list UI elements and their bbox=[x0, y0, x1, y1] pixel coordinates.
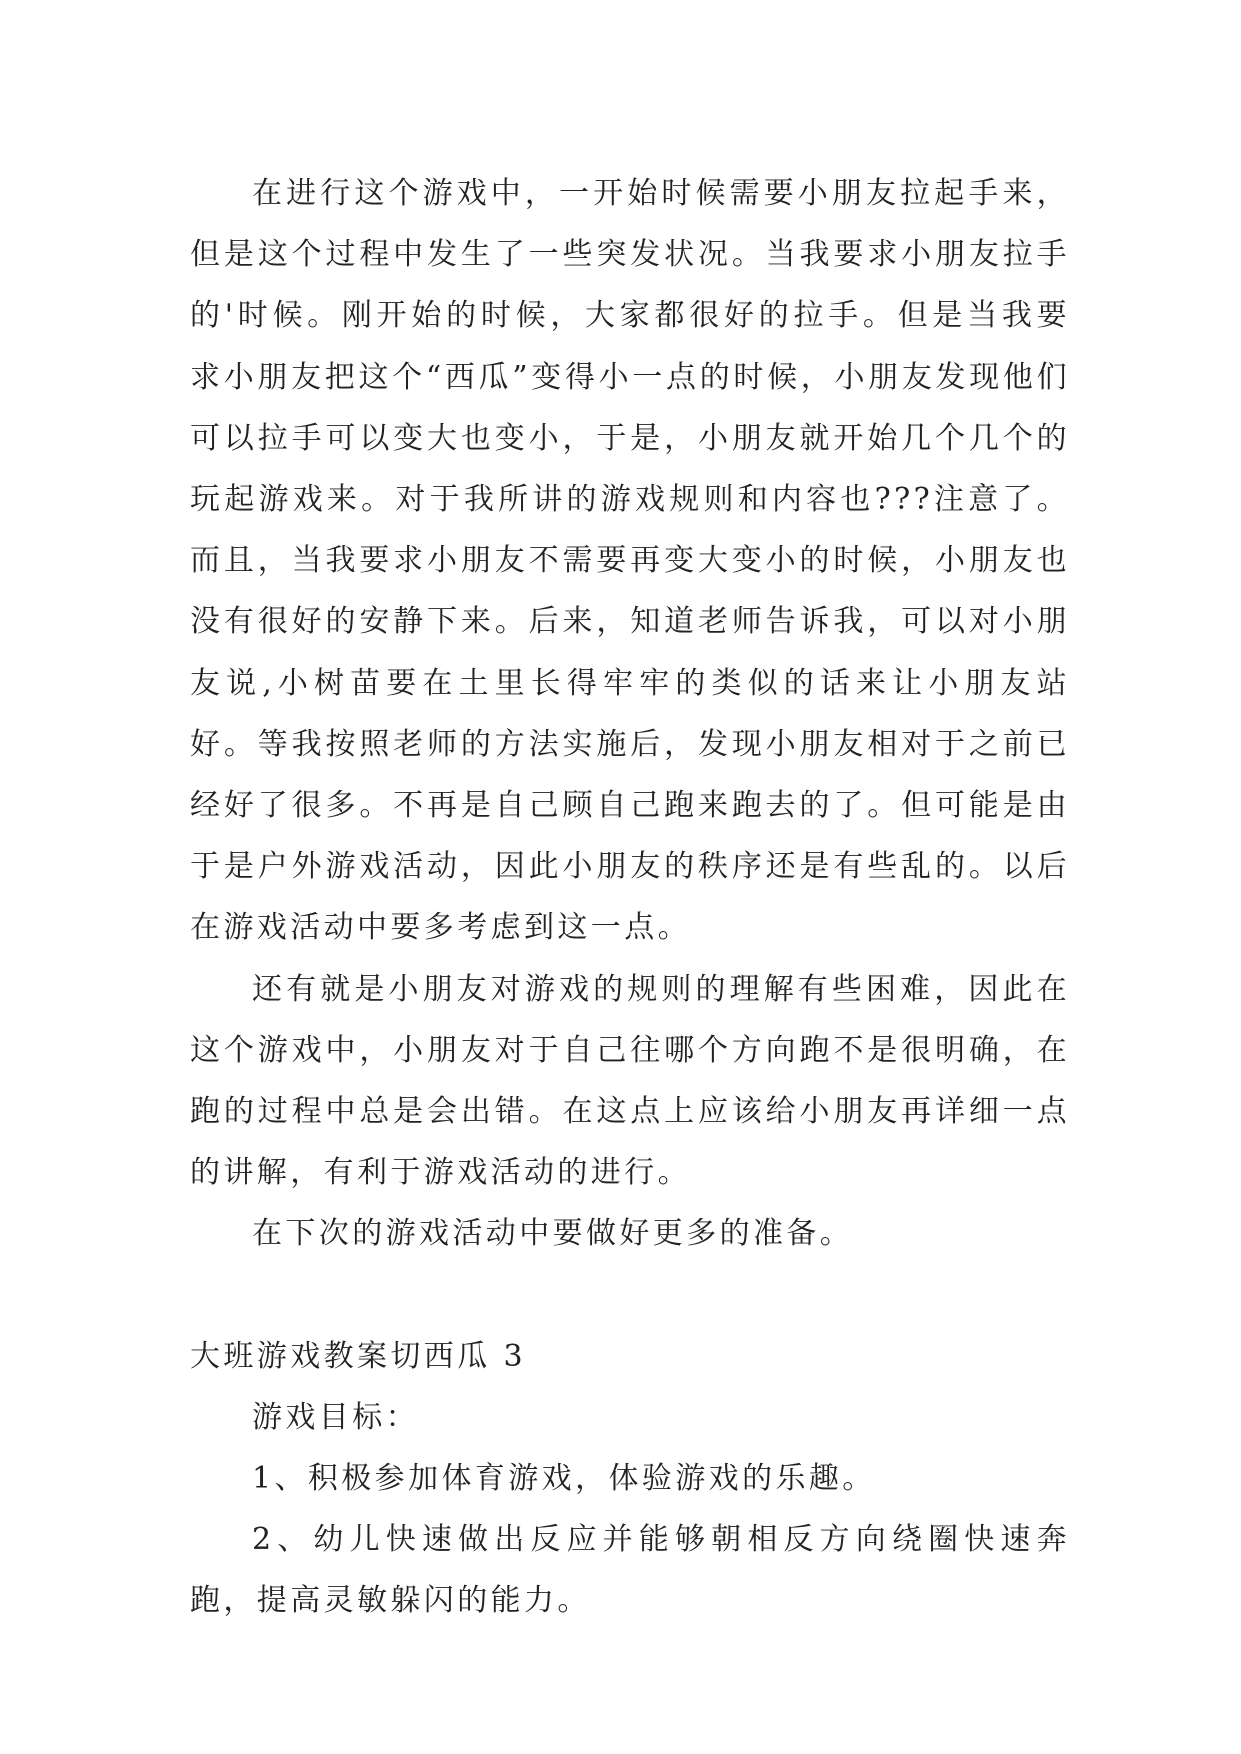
body-paragraph: 在进行这个游戏中，一开始时候需要小朋友拉起手来，但是这个过程中发生了一些突发状况。当我要求小朋友拉手的'时候。刚开始的时候，大家都很好的拉手。但是当我要求小朋友把这个“西瓜”变得小一点的时候，小朋友发现他们可以拉手可以变大也变小，于是，小朋友就开始几个几个的玩起游戏来。对于我所讲的游戏规则和内容也???注意了。而且，当我要求小朋友不需要再变大变小的时候，小朋友也没有很好的安静下来。后来，知道老师告诉我，可以对小朋友说,小树苗要在土里长得牢牢的类似的话来让小朋友站好。等我按照老师的方法实施后，发现小朋友相对于之前已经好了很多。不再是自己顾自己跑来跑去的了。但可能是由于是户外游戏活动，因此小朋友的秩序还是有些乱的。以后在游戏活动中要多考虑到这一点。 bbox=[190, 176, 1070, 946]
body-paragraph: 2、幼儿快速做出反应并能够朝相反方向绕圈快速奔跑，提高灵敏躲闪的能力。 bbox=[190, 1522, 1070, 1619]
body-paragraph: 在下次的游戏活动中要做好更多的准备。 bbox=[252, 1216, 854, 1252]
body-paragraph: 游戏目标： bbox=[252, 1399, 419, 1435]
document-body bbox=[190, 163, 1070, 1632]
body-paragraph: 还有就是小朋友对游戏的规则的理解有些困难，因此在这个游戏中，小朋友对于自己往哪个方向跑不是很明确，在跑的过程中总是会出错。在这点上应该给小朋友再详细一点的讲解，有利于游戏活动的进行。 bbox=[190, 971, 1070, 1191]
section-title: 大班游戏教案切西瓜 3 bbox=[190, 1338, 527, 1374]
body-paragraph: 1、积极参加体育游戏，体验游戏的乐趣。 bbox=[252, 1461, 876, 1497]
